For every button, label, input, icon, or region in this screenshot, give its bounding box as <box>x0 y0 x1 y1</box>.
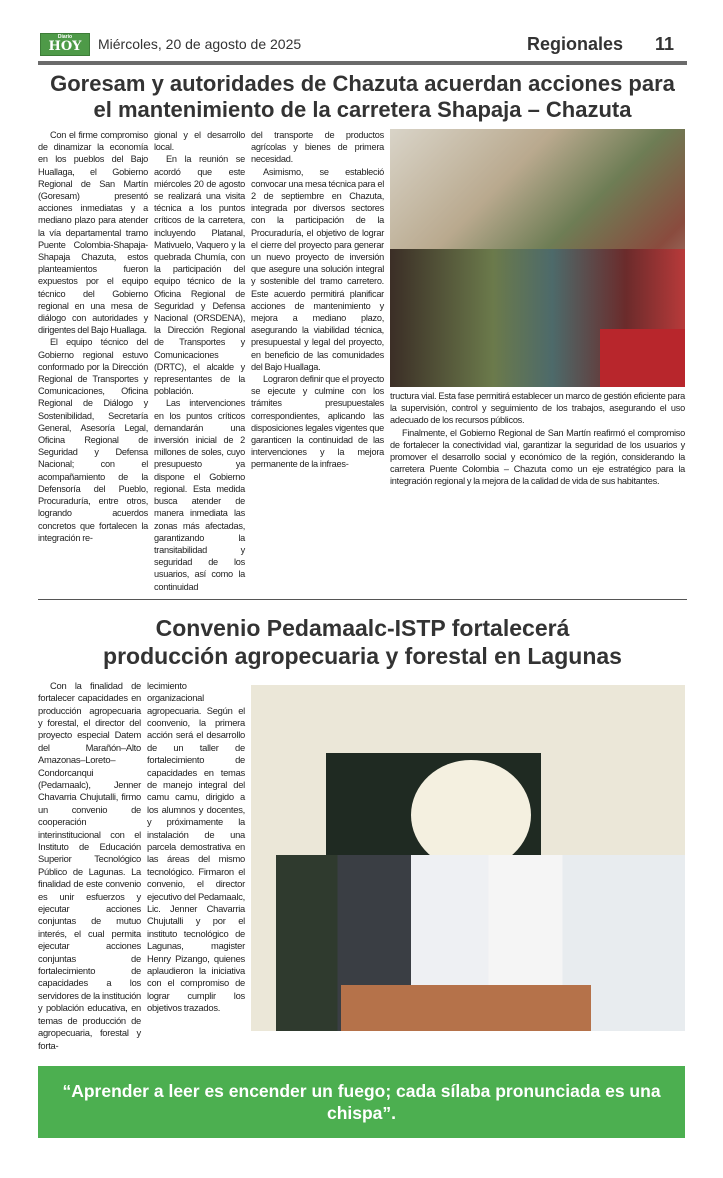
article1-right <box>390 129 685 488</box>
article1-col3 <box>251 129 384 471</box>
quote-banner: “Aprender a leer es encender un fuego; cada sílaba pronunciada es una chispa”. <box>38 1066 685 1138</box>
article1-col4 <box>390 390 685 488</box>
article2-col1 <box>38 680 141 1052</box>
page-number: 11 <box>655 34 675 54</box>
paragraph: Con la finalidad de fortalecer capacidades en producción agropecuaria y forestal, el director del proyecto especial Datem del Marañón–Alto Amazonas–Loreto–Condorcanqui (Pedamaalc), Jenner Chavarria Chujutalli, firmo un convenio de cooperación interinstitucional con el Instituto de Educación Superior Tecnológico Público de Lagunas. La finalidad de este convenio es unir esfuerzos y ejecutar acciones conjuntas de mutuo interés, el cual permita ejecutar acciones conjuntas de fortalecimiento de capacidades a los servidores de la institución y población educativa, en temas de producción de agropecuaria, forestal y forta- <box>38 679 141 1051</box>
paragraph: El equipo técnico del Gobierno regional estuvo conformado por la Dirección Regional de Transportes y Comunicaciones, Oficina Regional de Diálogo y Sostenibilidad, Secretaría General, Asesoría Legal, Oficina Regional de Seguridad y Defensa Nacional; con el acompañamiento de la Defensoría del Pueblo, Procuraduría, entre otros, logrando acuerdos concretos que fortalecen la integración re- <box>38 337 148 543</box>
paragraph: En la reunión se acordó que este miércoles 20 de agosto se realizará una visita técnica a los puntos críticos de la carretera, incluyendo Platanal, Mativuelo, Vaquero y la quebrada Chumía, con la participación del equipo técnico de la Oficina Regional de Seguridad y Defensa Nacional (ORSDENA), la Dirección Regional de Transportes y Comunicaciones (DRTC), el alcalde y representantes de la población. <box>154 154 245 397</box>
newspaper-logo <box>40 33 90 56</box>
headline-line: Goresam y autoridades de Chazuta acuerdan acciones para <box>50 71 675 96</box>
meeting-photo <box>390 129 685 387</box>
paragraph: Asimismo, se estableció convocar una mesa técnica para el 2 de septiembre en Chazuta, integrada por diversos sectores con la participación de la Procuraduría, el objetivo de lograr el cierre del proyecto para generar un nuevo proyecto de inversión que asegure una solución integral y sostenible del tramo carretero. Este acuerdo permitirá planificar acciones de mantenimiento y mejora a mediano plazo, asegurando la viabilidad técnica, presupuestal y legal del proyecto, en beneficio de las comunidades del Bajo Huallaga. <box>251 166 384 372</box>
article1-col2 <box>154 129 245 593</box>
paragraph: Las intervenciones en los puntos críticos demandarán una inversión inicial de 2 millones de soles, cuyo presupuesto ya dispone el Gobierno regional. Esta medida busca atender de manera inmediata las zonas más afectadas, garantizando la transitabilidad y seguridad de los usuarios, así como la continuidad <box>154 398 245 592</box>
paragraph: Lograron definir que el proyecto se ejecute y culmine con los trámites presupuestales correspondientes, aplicando las disposiciones legales vigentes que garanticen la continuidad de las intervenciones y la mejora permanente de la infraes- <box>251 374 384 470</box>
article1-body <box>38 129 687 593</box>
logo-small-text: Diario <box>57 34 73 40</box>
headline-line: producción agropecuaria y forestal en Lagunas <box>103 642 622 669</box>
paragraph: lecimiento organizacional agropecuaria. Según el coonvenio, la primera acción será el desarrollo de un taller de fortalecimiento de capacidades en temas de manejo integral del camu camu, dirigido a los alumnos y docentes, y próximamente la instalación de una parcela demostrativa en las áreas del mismo tecnológico. Firmaron el convenio, el director ejecutivo del Pedamaalc, Lic. Jenner Chavarria Chujutalli y por el instituto tecnológico de Lagunas, magister Henry Pizango, quienes aplaudieron la iniciativa con el compromiso de lograr cumplir los objetivos trazados. <box>147 679 245 1014</box>
header-rule <box>38 61 687 65</box>
article2-col2 <box>147 680 245 1015</box>
issue-date: Miércoles, 20 de agosto de 2025 <box>98 36 302 52</box>
paragraph: gional y el desarrollo local. <box>154 130 245 153</box>
logo-big-text: HOY <box>48 39 82 54</box>
article1-headline <box>38 71 687 123</box>
paragraph: del transporte de productos agrícolas y bienes de primera necesidad. <box>251 130 384 165</box>
headline-line: Convenio Pedamaalc-ISTP fortalecerá <box>155 614 570 641</box>
article2-headline <box>38 614 687 670</box>
article1-col1 <box>38 129 148 544</box>
paragraph: Finalmente, el Gobierno Regional de San Martín reafirmó el compromiso de fortalecer la conectividad vial, garantizar la seguridad de los usuarios y promover el desarrollo social y económico de la región, considerando la carretera Puente Colombia – Chazuta como un eje estratégico para la integración regional y la mejora de la calidad de vida de sus habitantes. <box>390 427 685 487</box>
article2-body <box>38 680 687 1052</box>
section-title: Regionales <box>527 34 624 54</box>
paragraph: tructura vial. Esta fase permitirá establecer un marco de gestión eficiente para la supervisión, control y seguimiento de los trabajos, asegurando el uso adecuado de los recursos públicos. <box>390 391 685 426</box>
article-separator <box>38 599 687 600</box>
paragraph: Con el firme compromiso de dinamizar la economía en los pueblos del Bajo Huallaga, el Gobierno Regional de San Martín (Goresam) presentó acciones inmediatas y a mediano plazo para atender la vía departamental tramo Puente Colombia-Shapaja-Shapaja Chazuta, estos planteamientos fueron expuestos por el equipo técnico del Gobierno regional en una mesa de diálogo con autoridades y dirigentes del Bajo Huallaga. <box>38 130 148 336</box>
signing-ceremony-photo <box>251 685 685 1031</box>
headline-line: el mantenimiento de la carretera Shapaja – Chazuta <box>93 97 632 122</box>
masthead <box>38 0 687 66</box>
